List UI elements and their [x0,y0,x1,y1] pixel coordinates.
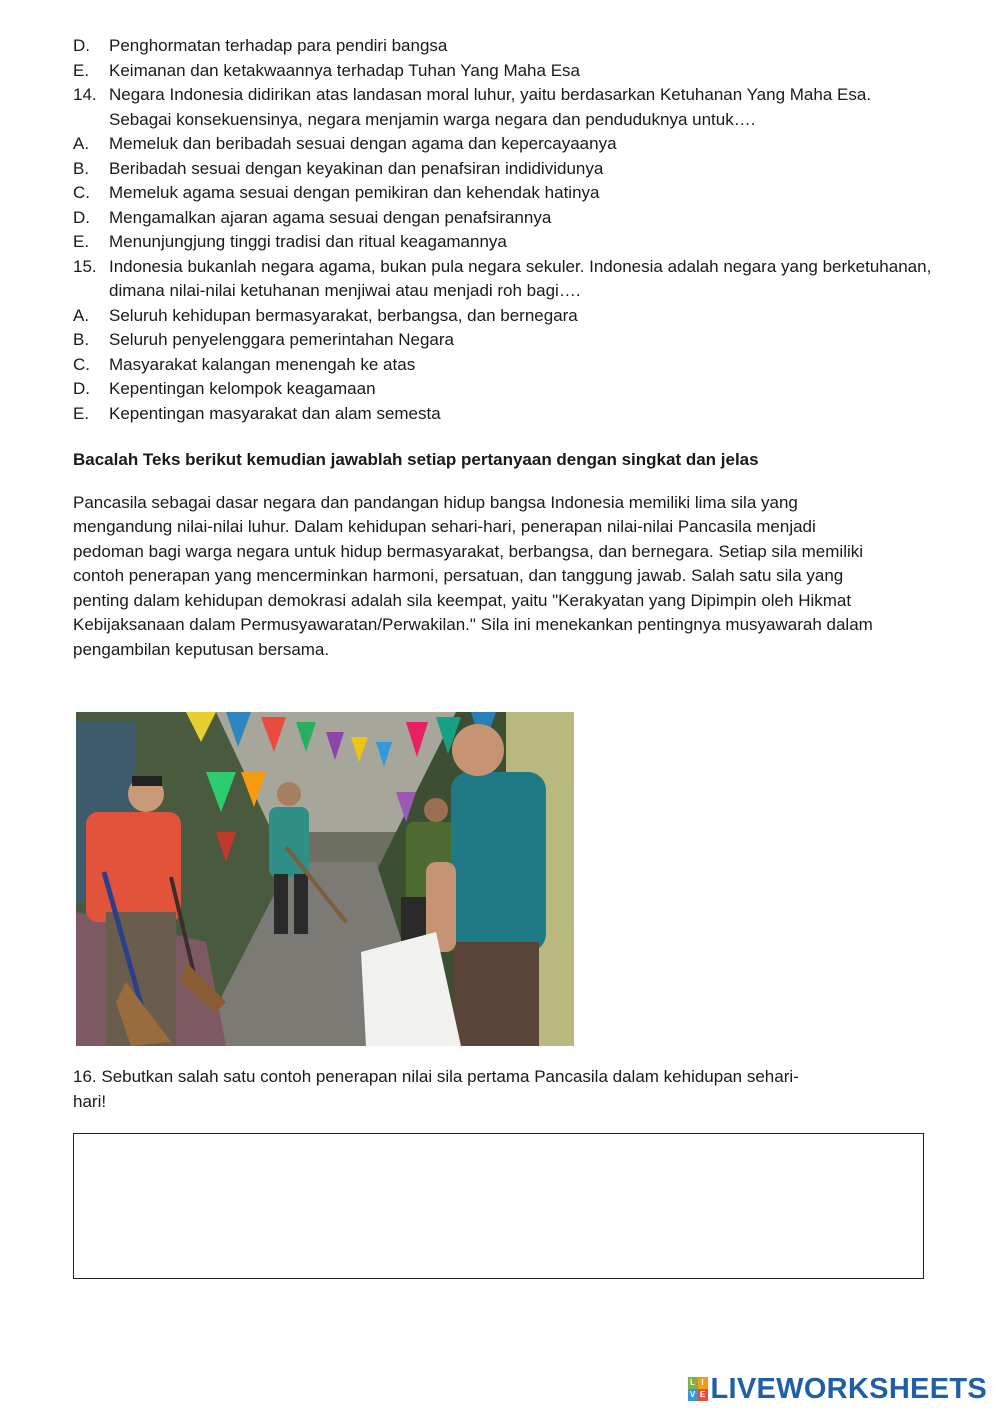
q14-option-c [73,181,933,206]
liveworksheets-logo [688,1372,988,1406]
option-text: Beribadah sesuai dengan keyakinan dan penafsiran indidividunya [109,158,604,178]
logo-letter-l: L [688,1377,698,1389]
option-label: A. [73,305,90,325]
community-cleanup-photo [76,712,574,1046]
option-text: Mengamalkan ajaran agama sesuai dengan penafsirannya [109,207,552,227]
option-text: Seluruh penyelenggara pemerintahan Negara [109,330,454,349]
option-label: A. [73,134,90,153]
section-heading: Bacalah Teks berikut kemudian jawablah setiap pertanyaan dengan singkat dan jelas [73,450,759,469]
q14-option-e [73,230,933,255]
question-number: 15. [73,256,97,276]
reading-passage: Pancasila sebagai dasar negara dan pandangan hidup bangsa Indonesia memiliki lima sila yang mengandung nilai-nilai luhur. Dalam kehidupan sehari-hari, penerapan nilai-nilai Pancasila menjadi pedoman bagi warga negara untuk hidup bermasyarakat, berbangsa, dan bernegara. Setiap sila memiliki contoh penerapan yang mencerminkan harmoni, persatuan, dan tanggung jawab. Salah satu sila yang penting dalam kehidupan demokrasi adalah sila keempat, yaitu "Kerakyatan yang Dipimpin oleh Hikmat Kebijaksanaan dalam Permusyawaratan/Perwakilan." Sila ini menekankan pentingnya musyawarah dalam pengambilan keputusan bersama. [73,492,873,659]
option-label: E. [73,60,90,80]
q15-option-d [73,377,933,402]
option-text: Memeluk dan beribadah sesuai dengan agama dan kepercayaanya [109,134,617,153]
worksheet-page [73,34,933,662]
q14-option-b [73,157,933,182]
option-label: D. [73,379,90,398]
option-text: Kepentingan kelompok keagamaan [109,379,376,398]
liveworksheets-icon [688,1377,708,1401]
q15-option-c [73,353,933,378]
option-label: D. [73,36,90,55]
option-text: Menunjungjung tinggi tradisi dan ritual keagamannya [109,232,507,251]
option-text: Masyarakat kalangan menengah ke atas [109,354,416,374]
option-label: C. [73,354,90,374]
question-text: Indonesia bukanlah negara agama, bukan pula negara sekuler. Indonesia adalah negara yang berketuhanan, dimana nilai-nilai ketuhanan menjiwai atau menjadi roh bagi…. [109,256,932,300]
question-text: Negara Indonesia didirikan atas landasan moral luhur, yaitu berdasarkan Ketuhanan Yang Maha Esa. Sebagai konsekuensinya, negara menjamin warga negara dan penduduknya untuk…. [109,85,872,129]
logo-letter-e: E [698,1389,708,1401]
question-16: 16. Sebutkan salah satu contoh penerapan nilai sila pertama Pancasila dalam kehidupan sehari-hari! [73,1067,799,1111]
option-label: B. [73,330,90,349]
q15-option-a [73,304,933,329]
option-text: Seluruh kehidupan bermasyarakat, berbangsa, dan bernegara [109,305,578,325]
q14-option-d [73,206,933,231]
option-label: C. [73,183,90,202]
option-text: Penghormatan terhadap para pendiri bangsa [109,36,448,55]
brand-name: LIVEWORKSHEETS [710,1372,987,1405]
q15-question [73,255,933,304]
option-text: Keimanan dan ketakwaannya terhadap Tuhan Yang Maha Esa [109,60,580,80]
q13-option-d [73,34,933,59]
option-label: D. [73,207,90,227]
q15-option-b [73,328,933,353]
option-label: E. [73,232,90,251]
q14-question [73,83,933,132]
question-number: 14. [73,85,97,104]
option-text: Kepentingan masyarakat dan alam semesta [109,403,441,423]
q13-option-e [73,59,933,84]
option-text: Memeluk agama sesuai dengan pemikiran dan kehendak hatinya [109,183,600,202]
q15-option-e [73,402,933,427]
option-label: E. [73,403,90,423]
answer-input-box[interactable] [73,1133,924,1279]
q14-option-a [73,132,933,157]
option-label: B. [73,158,90,178]
logo-letter-v: V [688,1389,698,1401]
logo-letter-i: I [698,1377,708,1389]
